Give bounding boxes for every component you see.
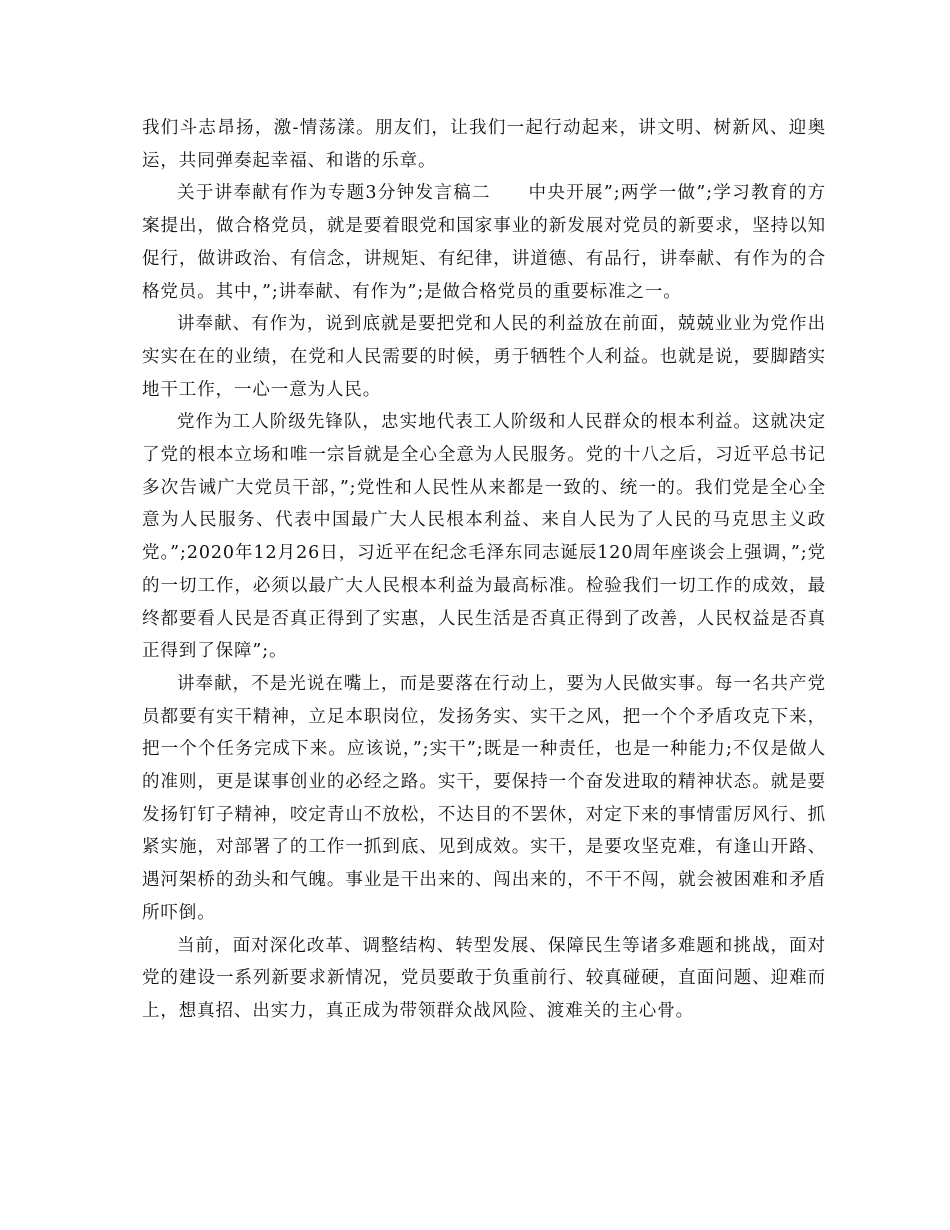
paragraph-2: 关于讲奉献有作为专题3分钟发言稿二 中央开展”;两学一做”;学习教育的方案提出，做合格党员，就是要着眼党和国家事业的新发展对党员的新要求，坚持以知促行，做讲政治、有信念，讲规矩、有纪律，讲道德、有品行，讲奉献、有作为的合格党员。其中，”;讲奉献、有作为”;是做合格党员的重要标准之一。 [142, 183, 826, 302]
paragraph-1: 我们斗志昂扬，激-情荡漾。朋友们，让我们一起行动起来，讲文明、树新风、迎奥运，共同弹奏起幸福、和谐的乐章。 [142, 118, 826, 171]
paragraph-5: 讲奉献，不是光说在嘴上，而是要落在行动上，要为人民做实事。每一名共产党员都要有实干精神，立足本职岗位，发扬务实、实干之风，把一个个矛盾攻克下来，把一个个任务完成下来。应该说，”;实干”;既是一种责任，也是一种能力;不仅是做人的准则，更是谋事创业的必经之路。实干，要保持一个奋发进取的精神状态。就是要发扬钉钉子精神，咬定青山不放松，不达目的不罢休，对定下来的事情雷厉风行、抓紧实施，对部署了的工作一抓到底、见到成效。实干，是要攻坚克难，有逢山开路、遇河架桥的劲头和气魄。事业是干出来的、闯出来的，不干不闯，就会被困难和矛盾所吓倒。 [142, 673, 826, 923]
paragraph-4: 党作为工人阶级先锋队，忠实地代表工人阶级和人民群众的根本利益。这就决定了党的根本立场和唯一宗旨就是全心全意为人民服务。党的十八之后，习近平总书记多次告诫广大党员干部，”;党性和人民性从来都是一致的、统一的。我们党是全心全意为人民服务、代表中国最广大人民根本利益、来自人民为了人民的马克思主义政党。”;2020年12月26日，习近平在纪念毛泽东同志诞辰120周年座谈会上强调，”;党的一切工作，必须以最广大人民根本利益为最高标准。检验我们一切工作的成效，最终都要看人民是否真正得到了实惠，人民生活是否真正得到了改善，人民权益是否真正得到了保障”;。 [142, 412, 826, 662]
document-body [142, 112, 826, 1028]
paragraph-3: 讲奉献、有作为，说到底就是要把党和人民的利益放在前面，兢兢业业为党作出实实在在的业绩，在党和人民需要的时候，勇于牺牲个人利益。也就是说，要脚踏实地干工作，一心一意为人民。 [142, 314, 826, 400]
paragraph-6: 当前，面对深化改革、调整结构、转型发展、保障民生等诸多难题和挑战，面对党的建设一系列新要求新情况，党员要敢于负重前行、较真碰硬，直面问题、迎难而上，想真招、出实力，真正成为带领群众战风险、渡难关的主心骨。 [142, 935, 826, 1021]
